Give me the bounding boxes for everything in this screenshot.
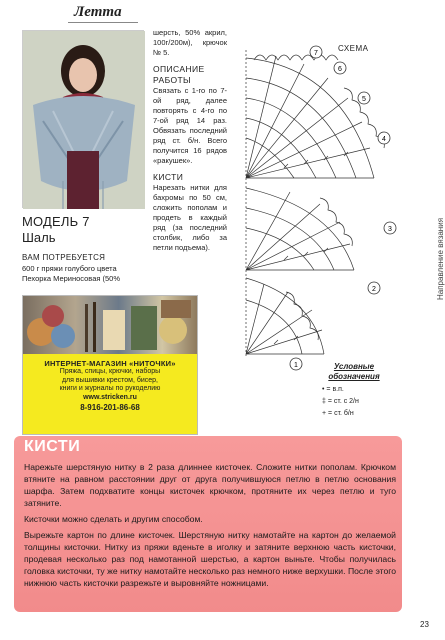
crochet-scheme-diagram <box>224 38 414 368</box>
single-crochet-meaning: = ст. б/н <box>328 410 354 417</box>
yarn-products-photo <box>23 296 197 354</box>
woman-in-shawl-illustration <box>23 31 145 209</box>
tassels-box-title: КИСТИ <box>24 438 81 455</box>
shop-url-link[interactable]: www.stricken.ru <box>83 393 137 401</box>
legend-title: Условные обозначения <box>328 362 380 381</box>
row-marker-4: 4 <box>382 136 386 143</box>
row-marker-6: 6 <box>338 66 342 73</box>
row-marker-1: 1 <box>294 362 298 369</box>
row-marker-2: 2 <box>372 286 376 293</box>
row-marker-5: 5 <box>362 96 366 103</box>
instructions-column <box>153 28 227 253</box>
tassels-heading: КИСТИ <box>153 172 184 182</box>
shop-line-1: Пряжа, спицы, крючки, наборы <box>59 368 161 375</box>
yarn-skeins-illustration <box>23 296 197 354</box>
model-photo <box>22 30 144 208</box>
materials-heading: ВАМ ПОТРЕБУЕТСЯ <box>22 253 106 262</box>
row-marker-3: 3 <box>388 226 392 233</box>
tassels-paragraph-2: Кисточки можно сделать и другим способом. <box>24 514 203 524</box>
scheme-label: СХЕМА <box>338 44 369 53</box>
double-treble-meaning: = ст. с 2/н <box>327 398 359 405</box>
chain-stitch-symbol: • <box>322 386 325 393</box>
shop-info-panel <box>23 354 197 434</box>
chain-stitch-meaning: = в.п. <box>326 386 344 393</box>
description-heading: ОПИСАНИЕ РАБОТЫ <box>153 64 205 85</box>
materials-text: 600 г пряжи голубого цвета Пехорка Мериносовая (50% <box>22 264 121 283</box>
shop-line-2: для вышивки крестом, бисер, <box>61 376 159 384</box>
knitting-direction-label: Направление вязания <box>436 217 445 300</box>
page-number: 23 <box>420 620 429 629</box>
legend-row-double-treble <box>322 398 359 405</box>
row-number-markers <box>290 46 396 370</box>
tassels-paragraph-1: Нарежьте шерстяную нитку в 2 раза длиннее кисточек. Сложите нитки пополам. Крючком втяните на равном расстоянии друг от друга получившуюся петлю в петлю основания шарфа. Затем подхватите концы кисточек крючком, протяните их через петлю и туго затяните. <box>24 462 396 508</box>
single-crochet-symbol: + <box>322 410 327 417</box>
double-treble-symbol: ‡ <box>322 398 326 405</box>
tassels-box-text <box>24 461 396 593</box>
yarn-continued: шерсть, 50% акрил, 100г/200м), крючок № 5. <box>153 28 227 57</box>
tassels-paragraph-3: Вырежьте картон по длине кисточек. Шерстяную нитку намотайте на картон до желаемой толщины кисточки. Нитку из пряжи вденьте в иголку и затяните верхнюю часть кисточки, продевая несколько раз под намотанной шерстью, а картон выньте. Чтобы получилась головка кисточки, ту же нитку намотайте несколько раз немного ниже верхушки. После этого нижнюю часть кисточки разрежьте и выровняйте ножницами. <box>24 530 396 588</box>
model-number: МОДЕЛЬ 7 <box>22 214 90 229</box>
shop-name: ИНТЕРНЕТ-МАГАЗИН «НИТОЧКИ» <box>44 359 176 368</box>
tassels-text: Нарезать нитки для бахромы по 50 см, сложить пополам и продеть в каждый ряд (за последний столбик, либо за петли подъема). <box>153 183 227 252</box>
shop-line-3: книги и журналы по рукоделию <box>59 385 161 393</box>
brand-underline <box>68 22 138 23</box>
description-text: Связать с 1-го по 7-ой ряд, далее повторять с 4-го по 7-ой ряд 14 раз. Обвязать последний ряд ст. б/н. Всего получится 16 рядов «ракушек». <box>153 86 227 165</box>
legend-row-single-crochet <box>322 410 354 417</box>
shop-phone: 8-916-201-86-68 <box>80 403 140 413</box>
model-name: Шаль <box>22 230 56 245</box>
row-marker-7: 7 <box>314 50 318 57</box>
legend-row-chain <box>322 386 344 393</box>
shop-advertisement[interactable] <box>22 295 198 435</box>
brand-title: Летта <box>74 4 122 20</box>
